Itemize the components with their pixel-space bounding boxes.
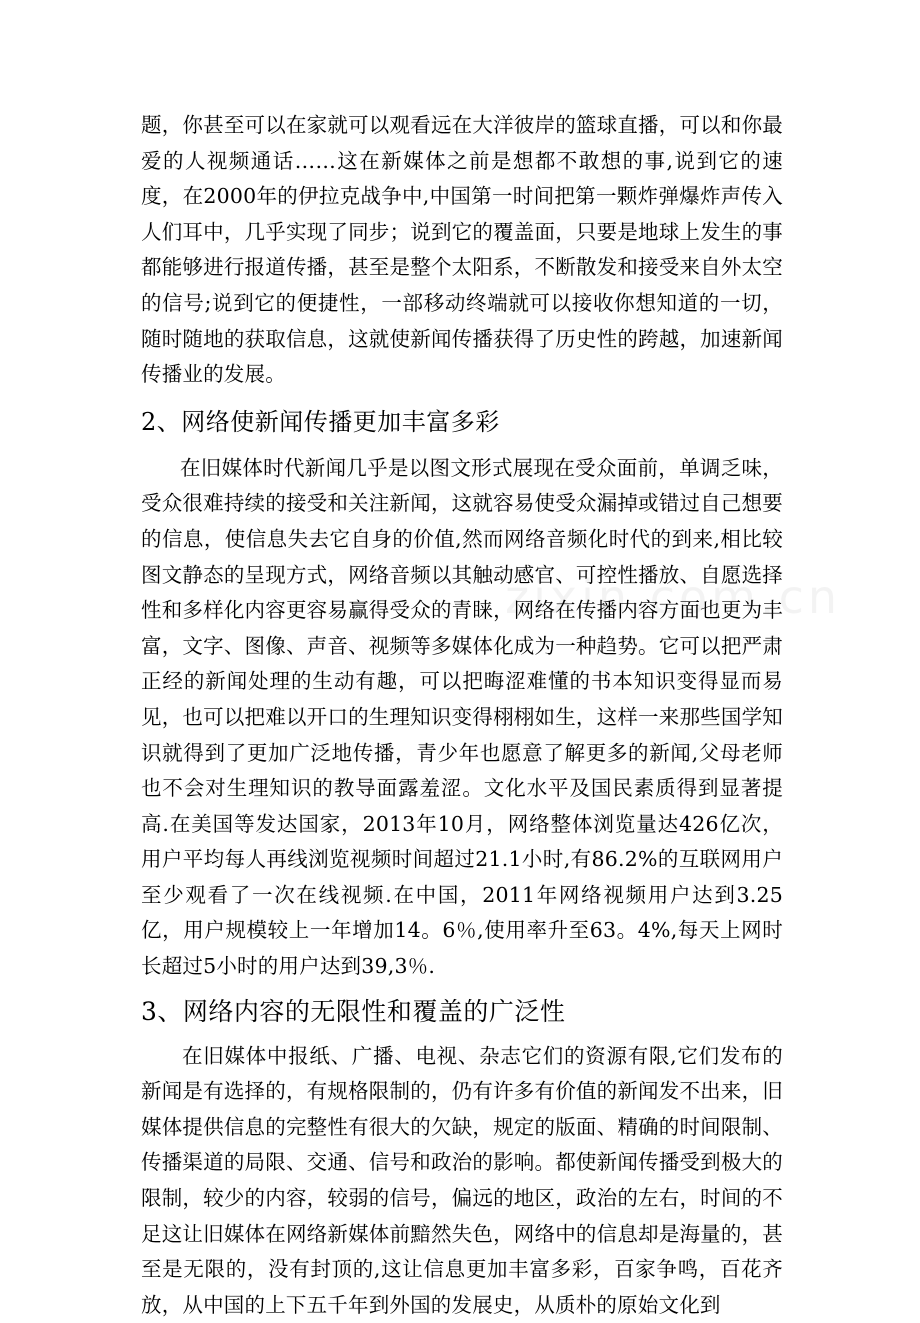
document-body bbox=[141, 108, 783, 1323]
section-heading: 3、网络内容的无限性和覆盖的广泛性 bbox=[141, 996, 566, 1026]
paragraph: 在旧媒体时代新闻几乎是以图文形式展现在受众面前，单调乏味，受众很难持续的接受和关注新闻，这就容易使受众漏掉或错过自己想要的信息，使信息失去它自身的价值,然而网络音频化时代的到来,相比较图文静态的呈现方式，网络音频以其触动感官、可控性播放、自愿选择性和多样化内容更容易赢得受众的青睐，网络在传播内容方面也更为丰富，文字、图像、声音、视频等多媒体化成为一种趋势。它可以把严肃正经的新闻处理的生动有趣，可以把晦涩难懂的书本知识变得显而易见，也可以把难以开口的生理知识变得栩栩如生，这样一来那些国学知识就得到了更加广泛地传播，青少年也愿意了解更多的新闻,父母老师也不会对生理知识的教导面露羞涩。文化水平及国民素质得到显著提高.在美国等发达国家，2013年10月，网络整体浏览量达426亿次，用户平均每人再线浏览视频时间超过21.1小时,有86.2%的互联网用户至少观看了一次在线视频.在中国，2011年网络视频用户达到3.25亿，用户规模较上一年增加14。6％,使用率升至63。4%,每天上网时长超过5小时的用户达到39,3％. bbox=[141, 455, 783, 979]
paragraph: 在旧媒体中报纸、广播、电视、杂志它们的资源有限,它们发布的新闻是有选择的，有规格限制的，仍有许多有价值的新闻发不出来，旧媒体提供信息的完整性有很大的欠缺，规定的版面、精确的时间限制、传播渠道的局限、交通、信号和政治的影响。都使新闻传播受到极大的限制，较少的内容，较弱的信号，偏远的地区，政治的左右，时间的不足这让旧媒体在网络新媒体前黯然失色，网络中的信息却是海量的，甚至是无限的，没有封顶的,这让信息更加丰富多彩，百家争鸣，百花齐放，从中国的上下五千年到外国的发展史，从质朴的原始文化到 bbox=[141, 1043, 783, 1317]
section-heading: 2、网络使新闻传播更加丰富多彩 bbox=[141, 407, 500, 436]
paragraph: 题，你甚至可以在家就可以观看远在大洋彼岸的篮球直播，可以和你最爱的人视频通话……这在新媒体之前是想都不敢想的事,说到它的速度，在2000年的伊拉克战争中,中国第一时间把第一颗炸弹爆炸声传入人们耳中，几乎实现了同步；说到它的覆盖面，只要是地球上发生的事都能够进行报道传播，甚至是整个太阳系，不断散发和接受来自外太空的信号;说到它的便捷性，一部移动终端就可以接收你想知道的一切，随时随地的获取信息，这就使新闻传播获得了历史性的跨越，加速新闻传播业的发展。 bbox=[141, 113, 783, 387]
